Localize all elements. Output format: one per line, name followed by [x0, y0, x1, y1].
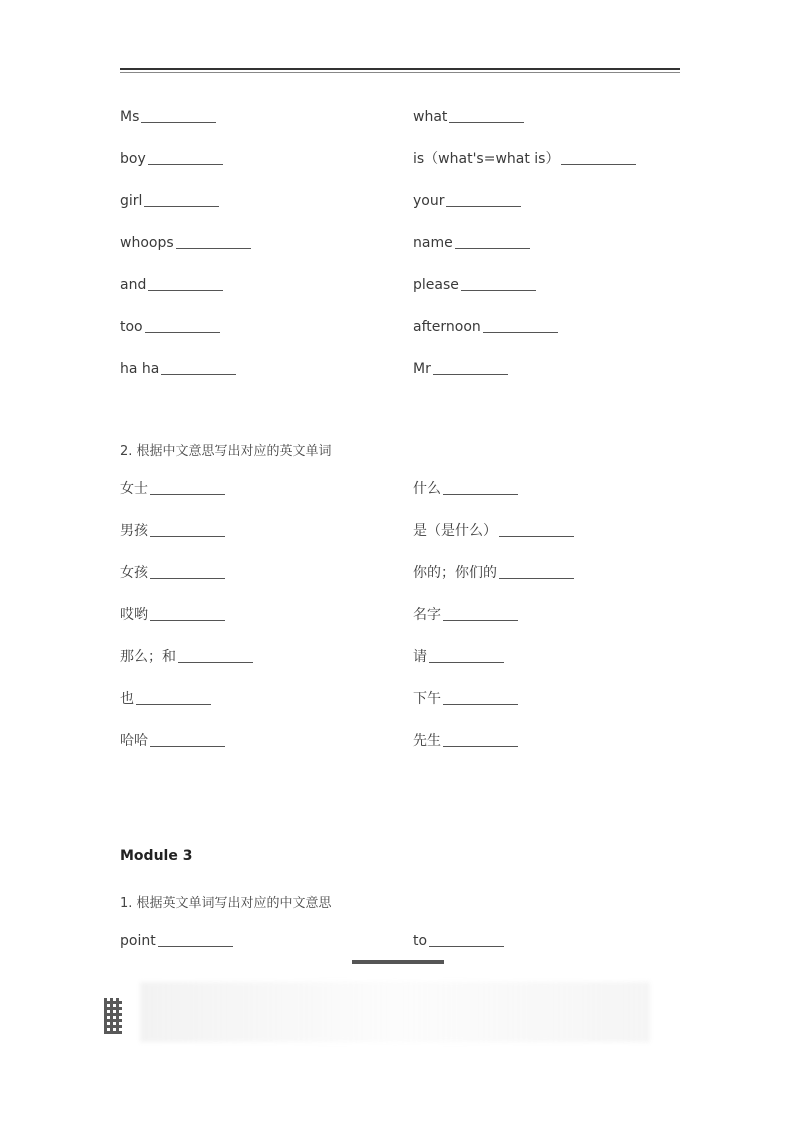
word-label: and	[120, 277, 147, 293]
word-label: your	[413, 193, 445, 209]
answer-blank[interactable]	[499, 536, 574, 537]
word-entry	[120, 606, 225, 624]
answer-blank[interactable]	[561, 164, 636, 165]
word-label: Mr	[413, 361, 431, 377]
word-entry	[120, 480, 225, 498]
answer-blank[interactable]	[433, 374, 508, 375]
word-label: 是（是什么）	[413, 523, 497, 539]
word-entry	[120, 276, 223, 294]
word-entry	[413, 932, 504, 950]
section2-heading: 2. 根据中文意思写出对应的英文单词	[120, 444, 332, 459]
word-label: name	[413, 235, 453, 251]
word-label: please	[413, 277, 459, 293]
word-entry	[120, 108, 216, 126]
header-rule-thin	[120, 72, 680, 73]
answer-blank[interactable]	[150, 746, 225, 747]
word-label: 先生	[413, 733, 441, 749]
word-label: 女士	[120, 481, 148, 497]
word-label: point	[120, 933, 156, 949]
word-entry	[413, 234, 530, 252]
answer-blank[interactable]	[178, 662, 253, 663]
word-label: is（what's=what is）	[413, 151, 560, 167]
answer-blank[interactable]	[148, 290, 223, 291]
answer-blank[interactable]	[150, 620, 225, 621]
answer-blank[interactable]	[150, 494, 225, 495]
word-label: 你的；你们的	[413, 565, 497, 581]
answer-blank[interactable]	[429, 946, 504, 947]
module3-title: Module 3	[120, 848, 193, 864]
answer-blank[interactable]	[455, 248, 530, 249]
answer-blank[interactable]	[461, 290, 536, 291]
word-label: 那么；和	[120, 649, 176, 665]
word-label: 什么	[413, 481, 441, 497]
word-entry	[413, 564, 574, 582]
word-entry	[120, 522, 225, 540]
word-entry	[120, 648, 253, 666]
word-entry	[413, 108, 524, 126]
answer-blank[interactable]	[150, 578, 225, 579]
answer-blank[interactable]	[136, 704, 211, 705]
answer-blank[interactable]	[144, 206, 219, 207]
word-label: girl	[120, 193, 143, 209]
answer-blank[interactable]	[499, 578, 574, 579]
answer-blank[interactable]	[443, 746, 518, 747]
word-label: afternoon	[413, 319, 481, 335]
word-label: 下午	[413, 691, 441, 707]
word-label: boy	[120, 151, 146, 167]
header-rule	[120, 68, 680, 70]
word-label: ha ha	[120, 361, 160, 377]
answer-blank[interactable]	[158, 946, 233, 947]
word-entry	[120, 150, 223, 168]
word-label: 哎哟	[120, 607, 148, 623]
scan-artifact-bar	[352, 960, 444, 964]
word-entry	[120, 234, 251, 252]
word-entry	[413, 192, 521, 210]
word-entry	[120, 690, 211, 708]
answer-blank[interactable]	[443, 704, 518, 705]
qr-code-icon	[104, 998, 122, 1034]
word-label: 男孩	[120, 523, 148, 539]
word-label: too	[120, 319, 143, 335]
word-entry	[120, 932, 233, 950]
answer-blank[interactable]	[141, 122, 216, 123]
word-label: 也	[120, 691, 134, 707]
answer-blank[interactable]	[446, 206, 521, 207]
word-entry	[413, 318, 558, 336]
answer-blank[interactable]	[443, 620, 518, 621]
word-entry	[413, 360, 508, 378]
word-entry	[120, 732, 225, 750]
word-label: 女孩	[120, 565, 148, 581]
word-label: whoops	[120, 235, 174, 251]
word-label: 请	[413, 649, 427, 665]
module3-heading: 1. 根据英文单词写出对应的中文意思	[120, 896, 332, 911]
word-entry	[413, 648, 504, 666]
answer-blank[interactable]	[449, 122, 524, 123]
answer-blank[interactable]	[148, 164, 223, 165]
word-label: Ms	[120, 109, 140, 125]
answer-blank[interactable]	[145, 332, 220, 333]
word-entry	[120, 360, 236, 378]
word-entry	[120, 564, 225, 582]
answer-blank[interactable]	[483, 332, 558, 333]
word-entry	[413, 480, 518, 498]
word-label: 名字	[413, 607, 441, 623]
word-label: to	[413, 933, 428, 949]
word-entry	[413, 732, 518, 750]
word-entry	[120, 192, 219, 210]
word-entry	[120, 318, 220, 336]
word-entry	[413, 150, 636, 168]
answer-blank[interactable]	[429, 662, 504, 663]
answer-blank[interactable]	[150, 536, 225, 537]
word-entry	[413, 276, 536, 294]
word-entry	[413, 606, 518, 624]
answer-blank[interactable]	[161, 374, 236, 375]
word-entry	[413, 522, 574, 540]
answer-blank[interactable]	[443, 494, 518, 495]
scan-artifact-blur	[140, 982, 650, 1042]
word-label: what	[413, 109, 448, 125]
word-label: 哈哈	[120, 733, 148, 749]
answer-blank[interactable]	[176, 248, 251, 249]
word-entry	[413, 690, 518, 708]
